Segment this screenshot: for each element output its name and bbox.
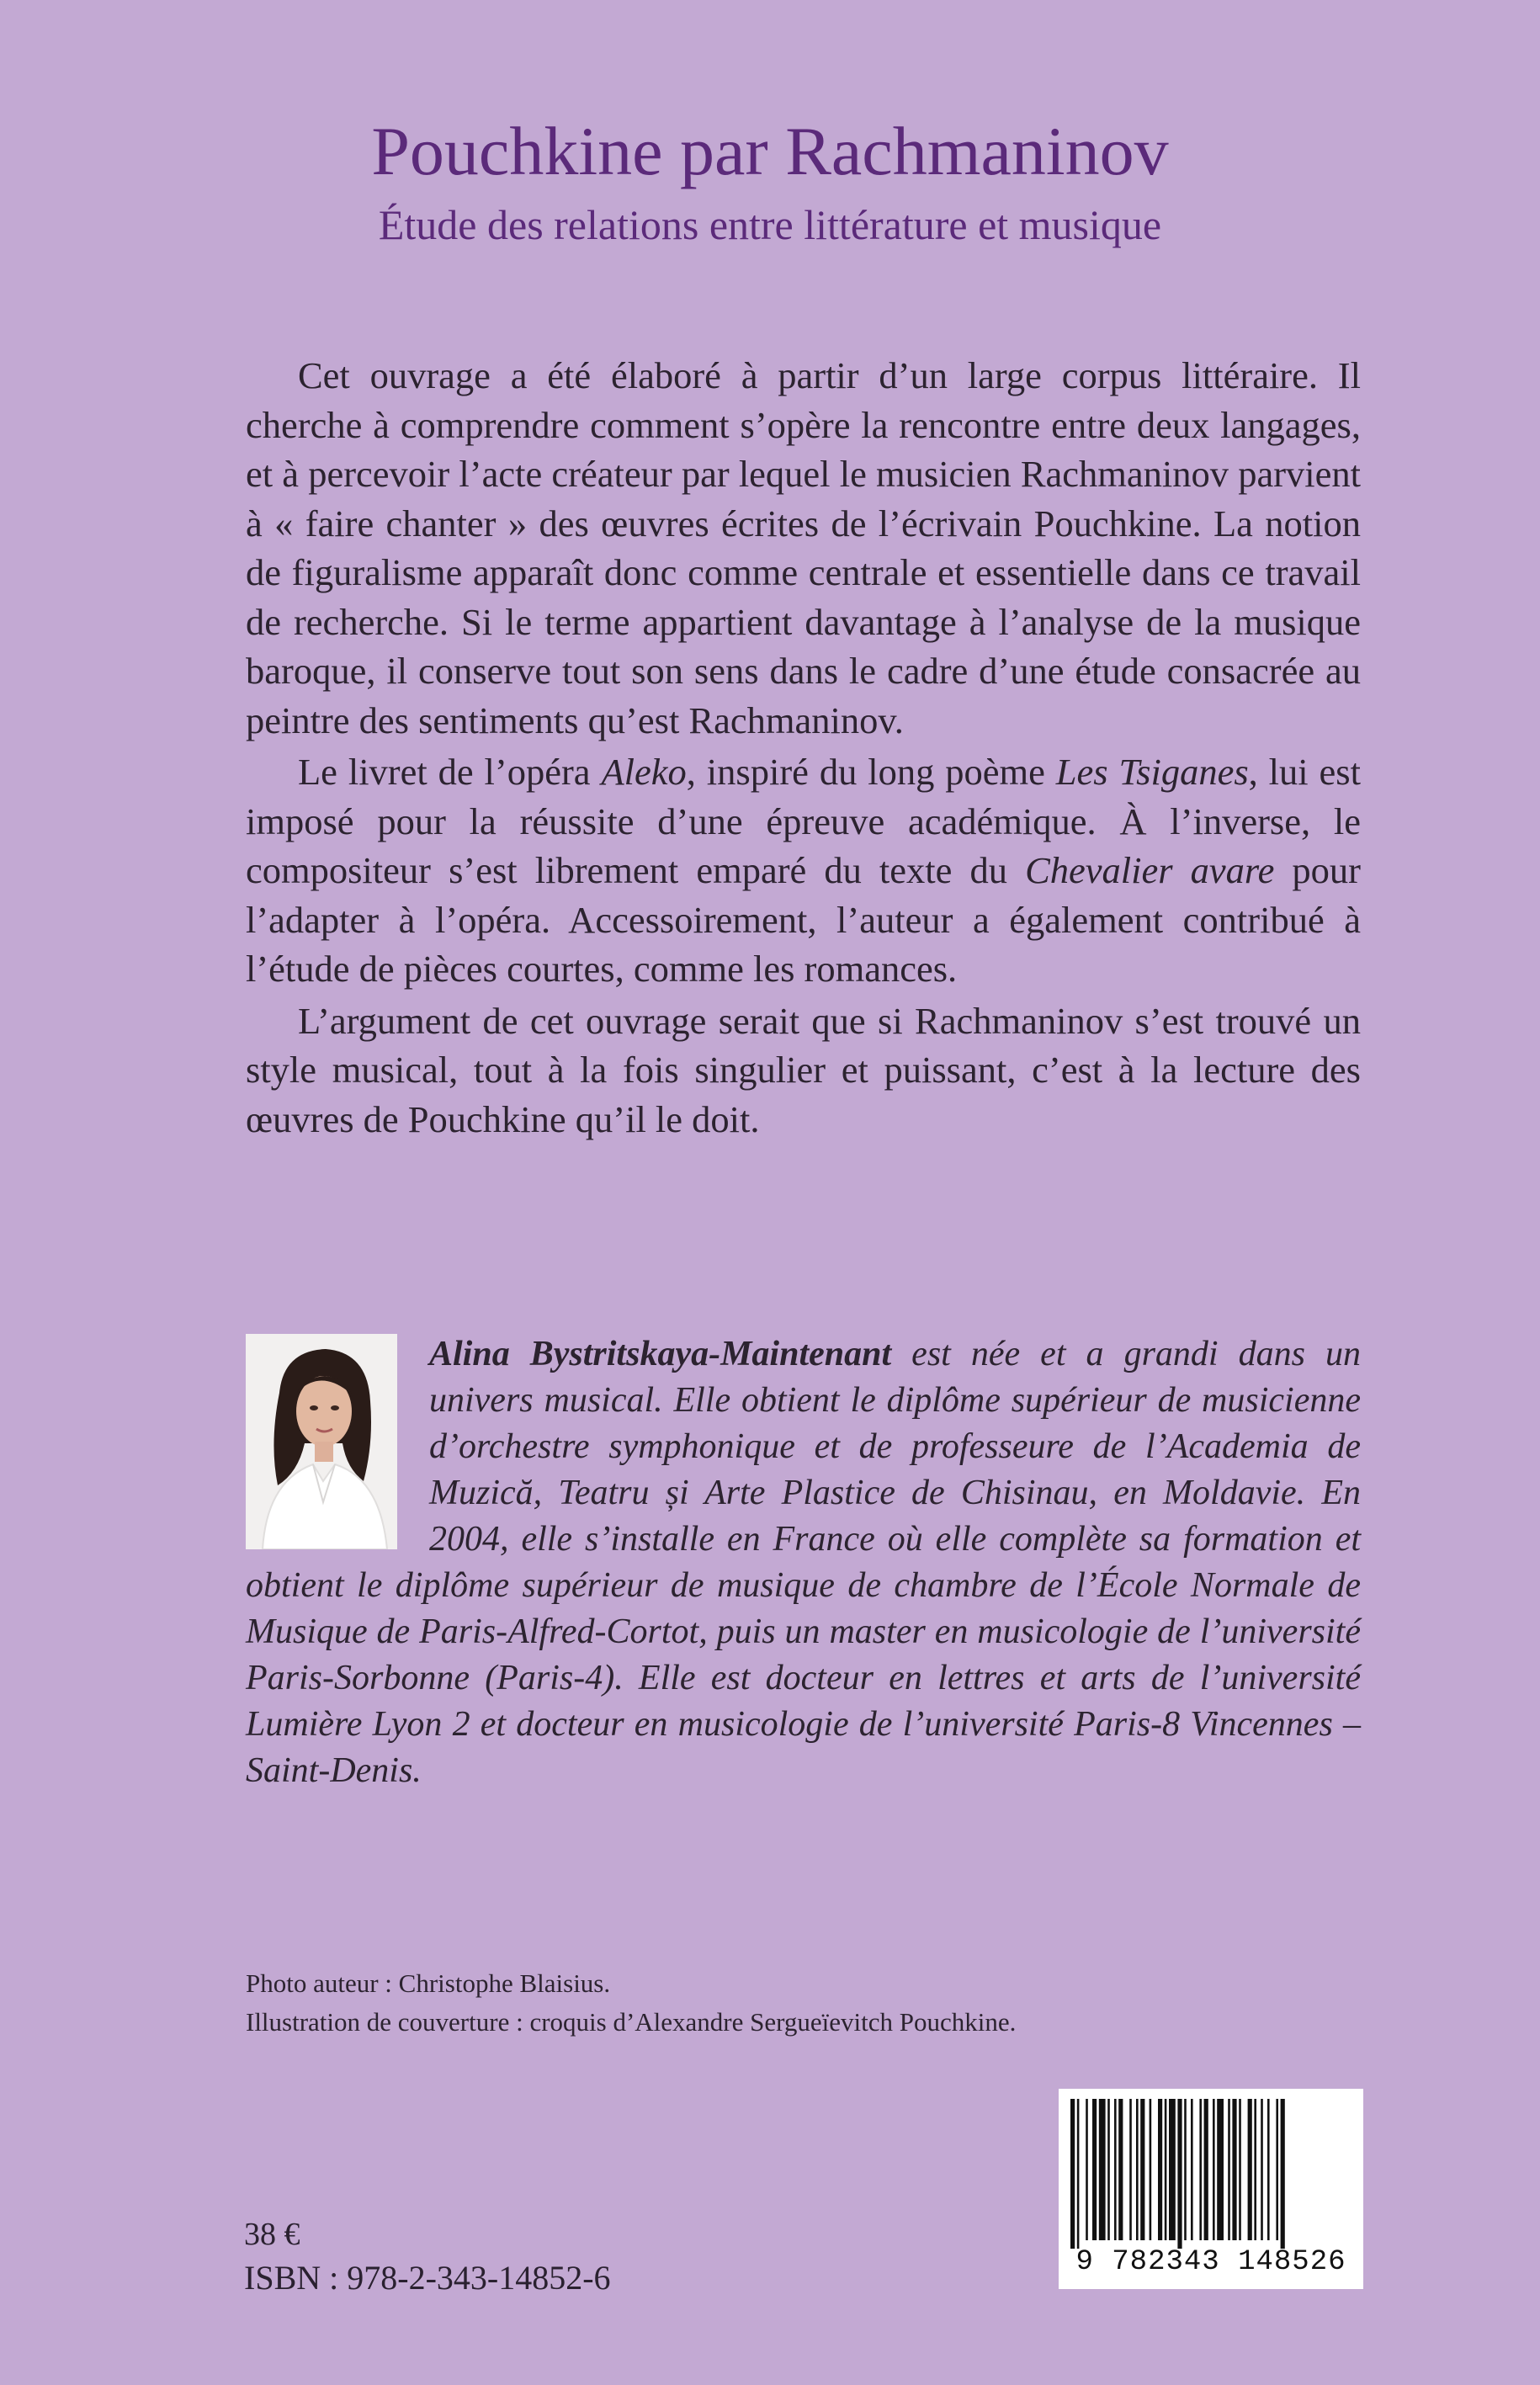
barcode-bar bbox=[1204, 2099, 1208, 2240]
credits bbox=[246, 1964, 1016, 2042]
illustration-credit: Illustration de couverture : croquis d’Alexandre Sergueïevitch Pouchkine. bbox=[246, 2007, 1017, 2037]
isbn: ISBN : 978-2-343-14852-6 bbox=[244, 2259, 611, 2297]
text-run: , lui est imposé pour la réussite d’une épreuve académique. À l’inverse, le compositeur s’est librement emparé du texte du bbox=[246, 751, 1361, 891]
barcode-bar bbox=[1248, 2099, 1252, 2240]
barcode-bar bbox=[1276, 2099, 1278, 2240]
author-bio: est née et a grandi dans un univers musical. Elle obtient le diplôme supérieur de musicienne d’orchestre symphonique et de professeure de l’Academia de Muzică, Teatru și Arte Plastice de Chisinau, en Moldavie. En 2004, elle s’installe en France où elle complète sa formation et obtient le diplôme supérieur de musique de chambre de l’École Normale de Musique de Paris-Alfred-Cortot, puis un master en musicologie de l’université Paris-Sorbonne (Paris-4). Elle est docteur en lettres et arts de l’université Lumière Lyon 2 et docteur en musicologie de l’université Paris-8 Vincennes – Saint-Denis. bbox=[246, 1335, 1361, 1790]
barcode-bar bbox=[1099, 2099, 1106, 2240]
barcode-bar bbox=[1199, 2099, 1202, 2240]
barcode-bar bbox=[1107, 2099, 1110, 2240]
blurb-paragraph: L’argument de cet ouvrage serait que si Rachmaninov s’est trouvé un style musical, tout à la fois singulier et puissant, c’est à la lecture des œuvres de Pouchkine qu’il le doit. bbox=[246, 999, 1361, 1140]
book-title: Pouchkine par Rachmaninov bbox=[371, 113, 1169, 189]
barcode-bar bbox=[1129, 2099, 1132, 2240]
barcode-bar bbox=[1150, 2099, 1152, 2240]
author-name: Alina Bystritskaya-Maintenant bbox=[429, 1335, 892, 1373]
barcode-bar bbox=[1191, 2099, 1193, 2240]
work-title-tsiganes: Les Tsiganes bbox=[1055, 751, 1249, 793]
author-portrait-image bbox=[246, 1334, 397, 1549]
barcode-digits: 9 782343 148526 bbox=[1075, 2246, 1346, 2278]
barcode-bar bbox=[1228, 2099, 1230, 2240]
blurb bbox=[246, 351, 1361, 1146]
barcode-bar bbox=[1158, 2099, 1162, 2240]
blurb-paragraph bbox=[246, 747, 1361, 994]
barcode-bar bbox=[1114, 2099, 1117, 2240]
barcode bbox=[1059, 2089, 1363, 2289]
barcode-bar bbox=[1184, 2099, 1187, 2240]
barcode-bar bbox=[1177, 2099, 1182, 2249]
price: 38 € bbox=[244, 2217, 300, 2252]
author-photo bbox=[246, 1334, 397, 1549]
barcode-bar bbox=[1118, 2099, 1123, 2240]
barcode-bar bbox=[1232, 2099, 1236, 2240]
book-subtitle: Étude des relations entre littérature et musique bbox=[378, 201, 1162, 248]
barcode-bar bbox=[1070, 2099, 1075, 2249]
barcode-bar bbox=[1217, 2099, 1224, 2240]
barcode-bar bbox=[1239, 2099, 1241, 2240]
author-bio-section bbox=[246, 1331, 1361, 1794]
blurb-paragraph: Cet ouvrage a été élaboré à partir d’un large corpus littéraire. Il cherche à comprendre comment s’opère la rencontre entre deux langages, et à percevoir l’acte créateur par lequel le musicien Rachmaninov parvient à « faire chanter » des œuvres écrites de l’écrivain Pouchkine. La notion de figuralisme apparaît donc comme centrale et essentielle dans ce travail de recherche. Si le terme appartient davantage à l’analyse de la musique baroque, il conserve tout son sens dans le cadre d’une étude consacrée au peintre des sentiments qu’est Rachmaninov. bbox=[246, 354, 1361, 741]
barcode-bar bbox=[1140, 2099, 1144, 2240]
barcode-bar bbox=[1092, 2099, 1097, 2240]
barcode-bar bbox=[1261, 2099, 1263, 2240]
work-title-aleko: Aleko bbox=[601, 751, 687, 793]
barcode-bar bbox=[1267, 2099, 1270, 2240]
barcode-bar bbox=[1165, 2099, 1167, 2240]
barcode-bar bbox=[1281, 2099, 1285, 2249]
barcode-bar bbox=[1254, 2099, 1256, 2240]
text-run: , inspiré du long poème bbox=[686, 751, 1056, 793]
photo-credit: Photo auteur : Christophe Blaisius. bbox=[246, 1968, 611, 1998]
text-run: Le livret de l’opéra bbox=[298, 751, 602, 793]
barcode-bar bbox=[1086, 2099, 1088, 2240]
text-run: pour l’adapter à l’opéra. Accessoirement, l’auteur a également contribué à l’étude de pièces courtes, comme les romances. bbox=[246, 849, 1361, 990]
work-title-chevalier: Chevalier avare bbox=[1025, 849, 1275, 891]
barcode-bar bbox=[1213, 2099, 1215, 2240]
barcode-bar bbox=[1077, 2099, 1080, 2249]
barcode-bar bbox=[1169, 2099, 1176, 2240]
barcode-bar bbox=[1136, 2099, 1139, 2240]
